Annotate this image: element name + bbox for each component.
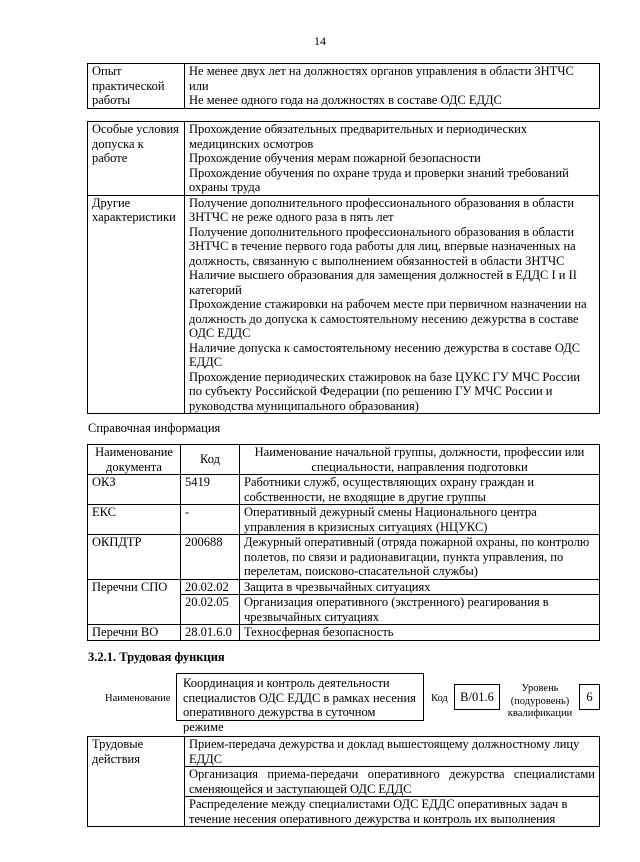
reference-caption: Справочная информация: [88, 421, 221, 435]
function-level-box: [579, 684, 600, 710]
function-level-value: 6: [586, 690, 593, 704]
ref-code: 28.01.6.0: [181, 625, 240, 641]
other-item: Наличие допуска к самостоятельному несению дежурства в составе ОДС ЕДДС: [189, 340, 581, 369]
function-level-label: Уровень (подуровень) квалификации: [507, 683, 573, 719]
other-item: Получение дополнительного профессионального образования в области ЗНТЧС не реже одного раза в пять лет: [189, 195, 575, 224]
ref-header-name: Наименование начальной группы, должности, профессии или специальности, направления подготовки: [240, 445, 600, 475]
experience-label: Опыт практической работы: [88, 64, 185, 109]
function-code-value: В/01.6: [460, 690, 494, 704]
ref-name: Техносферная безопасность: [240, 625, 600, 641]
ref-code: -: [181, 505, 240, 535]
other-item: Получение дополнительного профессионального образования в области ЗНТЧС в течение первого года работы для лиц, впервые назначенных на должность, связанную с выполнением обязанностей в области ЗНТЧС: [189, 224, 576, 268]
experience-content: [185, 64, 600, 109]
ref-code: 200688: [181, 535, 240, 580]
experience-line: или: [189, 78, 209, 93]
ref-name: Оперативный дежурный смены Национального центра управления в кризисных ситуациях (НЦУКС): [240, 505, 600, 535]
conditions-label: Особые условия допуска к работе: [88, 122, 185, 196]
labor-action-item: Организация приема-передачи оперативного дежурства специалистами сменяющейся и заступающей ОДС ЕДДС: [185, 767, 600, 797]
experience-table: [87, 63, 600, 109]
ref-doc: ЕКС: [88, 505, 181, 535]
ref-header-doc: Наименование документа: [88, 445, 181, 475]
other-item: Прохождение периодических стажировок на базе ЦУКС ГУ МЧС России по субъекту Российской Федерации (по решению ГУ МЧС России и руководства муниципального образования): [189, 369, 581, 413]
reference-table: [87, 444, 600, 641]
function-name-value: Координация и контроль деятельности специалистов ОДС ЕДДС в рамках несения оперативного дежурства в суточном режиме: [183, 676, 416, 734]
labor-action-item: Прием-передача дежурства и доклад вышестоящему должностному лицу ЕДДС: [185, 737, 600, 767]
other-content: [185, 195, 600, 414]
ref-doc: Перечни СПО: [88, 579, 181, 595]
ref-doc: ОКПДТР: [88, 535, 181, 580]
ref-name: Дежурный оперативный (отряда пожарной охраны, по контролю полетов, по связи и радионавигации, пункта управления, по перелетам, поисково-спасательной службы): [240, 535, 600, 580]
ref-doc: Перечни ВО: [88, 625, 181, 641]
ref-code: 5419: [181, 475, 240, 505]
function-code-label: Код: [431, 693, 448, 704]
conditions-table: [87, 121, 600, 414]
labor-action-item: Распределение между специалистами ОДС ЕДДС оперативных задач в течение несения оперативного дежурства и контроль их выполнения: [185, 797, 600, 827]
ref-code: 20.02.05: [181, 595, 240, 625]
other-item: Наличие высшего образования для замещения должностей в ЕДДС I и II категорий: [189, 268, 577, 297]
other-label: Другие характеристики: [88, 195, 185, 414]
experience-line: Не менее двух лет на должностях органов управления в области ЗНТЧС: [189, 64, 574, 78]
labor-actions-label: Трудовые действия: [88, 737, 185, 827]
condition-item: Прохождение обучения по охране труда и проверки знаний требований охраны труда: [189, 165, 569, 194]
condition-item: Прохождение обязательных предварительных и периодических медицинских осмотров: [189, 122, 528, 151]
function-name-box: [176, 673, 424, 734]
labor-actions-table: [87, 736, 600, 827]
function-code-box: [454, 684, 500, 710]
ref-code: 20.02.02: [181, 579, 240, 595]
ref-doc: [88, 595, 181, 625]
conditions-content: [185, 122, 600, 196]
ref-header-code: Код: [181, 445, 240, 475]
condition-item: Прохождение обучения мерам пожарной безопасности: [189, 151, 481, 165]
experience-line: Не менее одного года на должностях в составе ОДС ЕДДС: [189, 93, 502, 107]
ref-doc: ОКЗ: [88, 475, 181, 505]
ref-name: Защита в чрезвычайных ситуациях: [240, 579, 600, 595]
ref-name: Организация оперативного (экстренного) реагирования в чрезвычайных ситуациях: [240, 595, 600, 625]
page-number: 14: [314, 34, 326, 48]
function-name-label: Наименование: [105, 693, 171, 704]
ref-name: Работники служб, осуществляющих охрану граждан и собственности, не входящие в другие группы: [240, 475, 600, 505]
other-item: Прохождение стажировки на рабочем месте при первичном назначении на должность до допуска к самостоятельному несению дежурства в составе ОДС ЕДДС: [189, 297, 587, 340]
section-title: 3.2.1. Трудовая функция: [88, 650, 225, 664]
